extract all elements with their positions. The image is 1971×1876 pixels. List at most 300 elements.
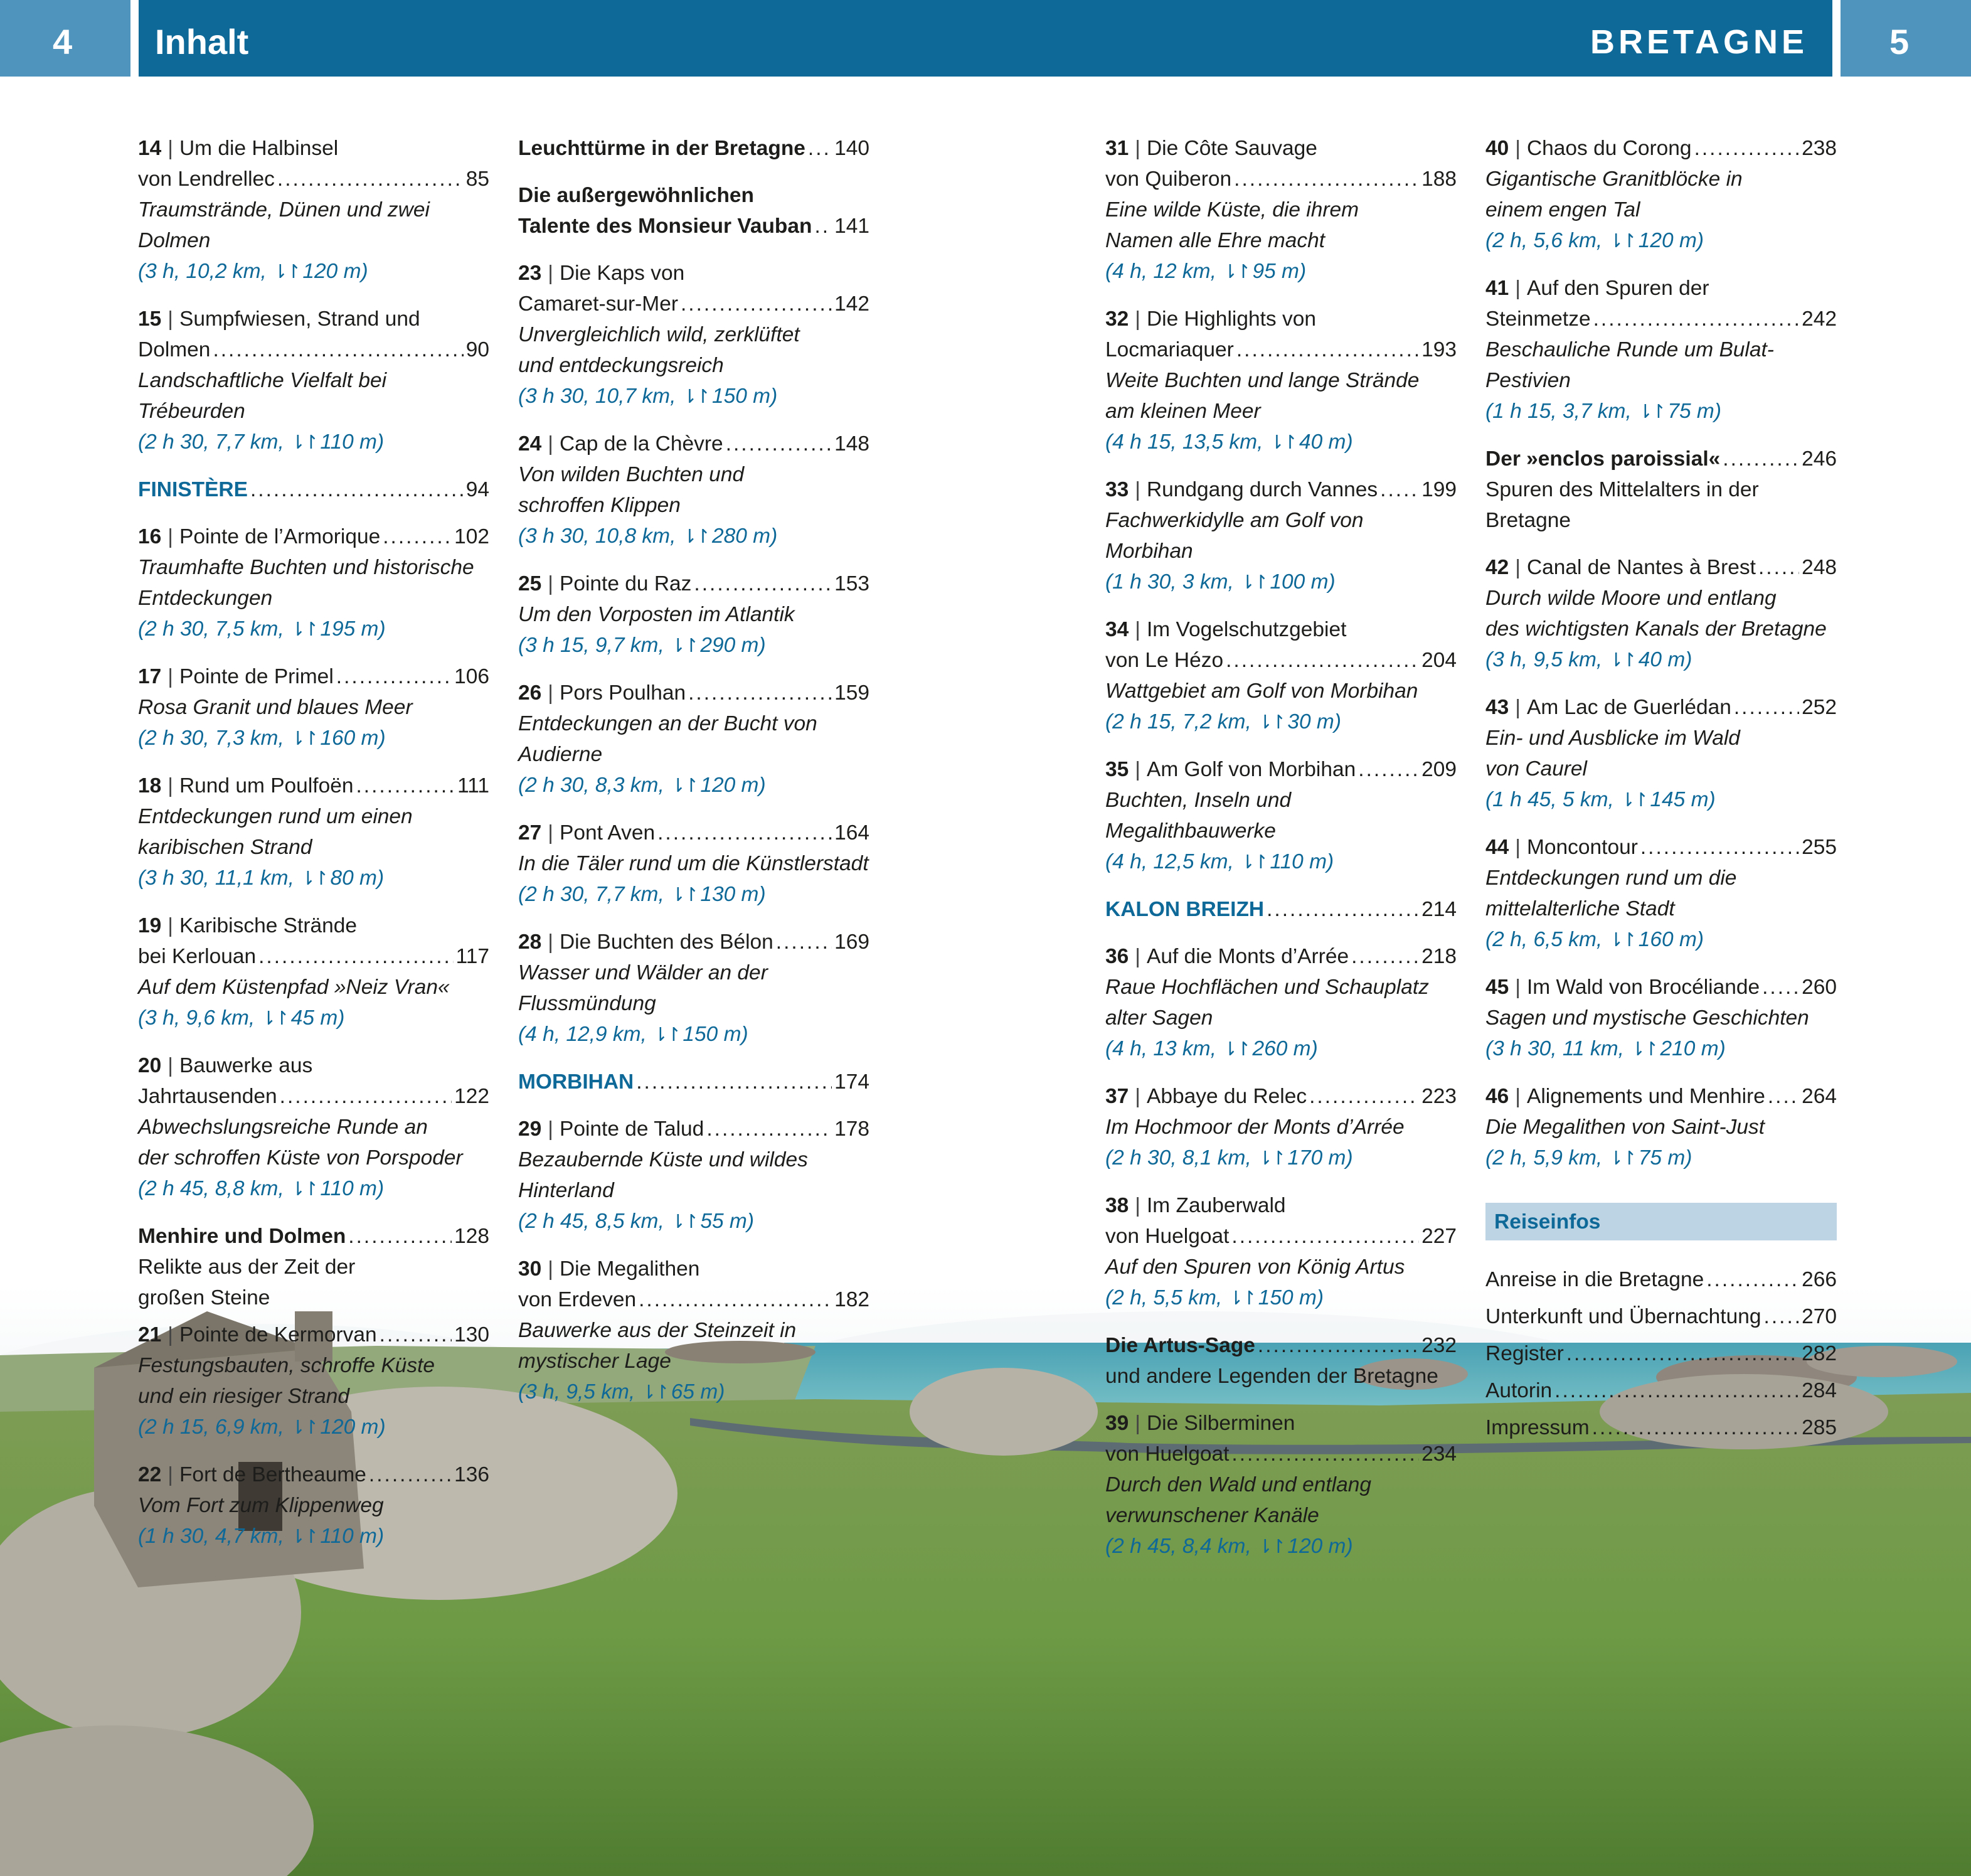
tour-number: 37 [1105,1085,1129,1108]
entry-title-continued: von Huelgoat [1105,1225,1230,1248]
leader-dots [815,211,832,242]
leader-dots [1640,832,1799,863]
toc-entry-33[interactable] [1105,474,1457,598]
page-number: 227 [1421,1225,1457,1248]
toc-entry-20[interactable] [138,1050,489,1205]
entry-title: Bauwerke aus [179,1054,313,1077]
entry-description: Fachwerkidylle am Golf von Morbihan [1105,509,1364,563]
toc-entry-41[interactable] [1485,273,1837,427]
entry-title-line-1 [138,521,489,552]
leader-dots [636,1067,832,1097]
leader-dots [258,941,453,972]
separator: | [1135,618,1140,641]
entry-description: Abwechslungsreiche Runde an [138,1116,428,1139]
tour-number: 40 [1485,137,1509,160]
separator: | [1515,976,1521,999]
separator: | [1135,1194,1140,1217]
stats-text: (1 h 15, 3,7 km, [1485,400,1638,423]
entry-title: Im Vogelschutzgebiet [1146,618,1347,641]
toc-entry-24[interactable] [518,429,869,552]
toc-entry-31[interactable] [1105,133,1457,287]
leader-dots [356,770,455,801]
entry-stats [518,1206,869,1237]
elevation-icon: ⇂↾ [290,1527,317,1547]
entry-description: Beschauliche Runde um Bulat- [1485,338,1774,361]
entry-title-wrap [518,678,686,708]
stats-elevation: 280 m) [711,525,778,548]
entry-description: Entdeckungen rund um einen [138,805,413,828]
leader-dots [1231,1221,1419,1252]
entry-title-wrap [1485,832,1638,863]
entry-stats [518,879,869,910]
entry-title-continued: bei Kerlouan [138,945,257,968]
toc-entry-30[interactable] [518,1254,869,1408]
entry-title: Canal de Nantes à Brest [1526,556,1756,579]
separator: | [548,821,553,845]
entry-description: Eine wilde Küste, die ihrem [1105,198,1359,221]
tour-number: 42 [1485,556,1509,579]
toc-entry-37[interactable] [1105,1081,1457,1174]
toc-column-4 [1485,133,1837,1449]
page-number: 130 [454,1323,489,1346]
entry-title-continued: Talente des Monsieur Vauban [518,215,812,238]
entry-title-line-2 [1485,304,1837,334]
stats-elevation: 120 m) [1287,1535,1353,1558]
stats-text: (3 h 15, 9,7 km, [518,634,671,657]
separator: | [548,930,553,954]
toc-entry-29[interactable] [518,1114,869,1237]
toc-entry-27[interactable] [518,818,869,910]
stats-text: (2 h 45, 8,5 km, [518,1210,671,1233]
page-number: 209 [1421,758,1457,781]
entry-title-wrap [1485,972,1760,1003]
entry-stats [1105,567,1457,598]
leader-dots [1554,1375,1799,1406]
page-number: 136 [454,1463,489,1486]
toc-entry-21[interactable] [138,1319,489,1443]
reiseinfo-item[interactable] [1485,1338,1837,1369]
entry-description: Entdeckungen an der Bucht von [518,712,817,735]
toc-entry-vauban[interactable] [518,180,869,242]
entry-title: Die Kaps von [559,262,685,285]
entry-stats [1105,706,1457,738]
page-number: 140 [834,137,869,160]
entry-title-line-1 [1485,444,1837,474]
elevation-icon: ⇂↾ [1228,1288,1255,1309]
stats-text: (3 h, 9,6 km, [138,1006,261,1030]
entry-stats [518,1019,869,1050]
page-number: 214 [1421,898,1457,921]
elevation-icon: ⇂↾ [290,1417,317,1438]
entry-title-line-2 [1105,164,1457,195]
stats-elevation: 40 m) [1638,648,1692,671]
entry-title: Die Highlights von [1146,307,1316,331]
entry-title: Auf die Monts d’Arrée [1146,945,1349,968]
elevation-icon: ⇂↾ [1608,1148,1635,1169]
toc-entry-42[interactable] [1485,552,1837,676]
leader-dots [348,1221,452,1252]
leader-dots [657,818,832,848]
separator: | [548,262,553,285]
separator: | [1135,137,1140,160]
page-number: 153 [834,572,869,595]
separator: | [548,432,553,456]
reiseinfo-title: Anreise in die Bretagne [1485,1268,1704,1291]
tour-number: 28 [518,930,542,954]
entry-description: Entdeckungen rund um die [1485,866,1737,890]
tour-number: 22 [138,1463,162,1486]
entry-stats [1105,1143,1457,1174]
toc-entry-38[interactable] [1105,1190,1457,1314]
entry-stats [1105,427,1457,458]
page-number: 252 [1802,696,1837,719]
entry-title-line-1 [1105,1408,1457,1439]
left-page-number: 4 [53,22,73,61]
entry-title-line-1 [1105,1330,1457,1361]
page-number: 178 [834,1117,869,1141]
reiseinfo-title: Autorin [1485,1379,1553,1402]
entry-title: Chaos du Corong [1526,137,1692,160]
entry-title-wrap [1105,1081,1307,1112]
stats-elevation: 55 m) [700,1210,754,1233]
entry-title: Der »enclos paroissial« [1485,447,1721,471]
toc-entry-36[interactable] [1105,941,1457,1065]
entry-title: Pointe de Talud [559,1117,704,1141]
tour-number: 44 [1485,836,1509,859]
entry-stats [1105,1033,1457,1065]
elevation-icon: ⇂↾ [670,885,697,905]
tour-number: 16 [138,525,162,548]
stats-text: (1 h 30, 3 km, [1105,570,1240,594]
page-number: 159 [834,681,869,705]
entry-title-line-2 [138,1081,489,1112]
entry-title-line-2 [138,941,489,972]
leader-dots [250,474,464,505]
entry-title: Pointe de Kermorvan [179,1323,377,1346]
toc-entry-26[interactable] [518,678,869,801]
stats-elevation: 150 m) [711,385,778,408]
toc-entry-enclos-paroissial[interactable] [1485,444,1837,536]
entry-stats [138,1412,489,1443]
elevation-icon: ⇂↾ [1240,572,1267,593]
reiseinfo-item[interactable] [1485,1264,1837,1295]
elevation-icon: ⇂↾ [272,262,299,282]
leader-dots [639,1284,832,1315]
entry-title-line-1 [138,304,489,334]
entry-description: Bauwerke aus der Steinzeit in [518,1319,797,1342]
entry-description: Rosa Granit und blaues Meer [138,696,413,719]
entry-title-line-1 [518,258,869,289]
entry-title: Sumpfwiesen, Strand und [179,307,420,331]
entry-title-line-1 [518,568,869,599]
entry-title: Leuchttürme in der Bretagne [518,137,805,160]
left-page-title: Inhalt [155,22,249,61]
stats-text: (3 h 30, 10,8 km, [518,525,682,548]
entry-title-line-2 [1105,1221,1457,1252]
entry-description: Wattgebiet am Golf von Morbihan [1105,680,1418,703]
entry-title: Auf den Spuren der [1526,277,1709,300]
leader-dots [1309,1081,1419,1112]
entry-title-wrap [138,521,380,552]
stats-elevation: 110 m) [320,430,385,454]
entry-title-wrap [1485,692,1731,723]
separator: | [548,572,553,595]
section-title: FINISTÈRE [138,478,248,501]
separator: | [1515,1085,1521,1108]
reiseinfo-title: Unterkunft und Übernachtung [1485,1305,1761,1328]
toc-entry-35[interactable] [1105,754,1457,878]
entry-title-wrap [1105,474,1378,505]
entry-description-2: Flussmündung [518,992,656,1015]
entry-title-line-1 [518,1114,869,1144]
elevation-icon: ⇂↾ [640,1382,667,1403]
elevation-icon: ⇂↾ [670,636,697,656]
stats-text: (3 h, 10,2 km, [138,260,273,283]
elevation-icon: ⇂↾ [300,868,327,889]
entry-title-line-1 [1485,133,1837,164]
section-finistere[interactable] [138,474,489,505]
stats-elevation: 100 m) [1270,570,1336,594]
reiseinfo-item[interactable] [1485,1375,1837,1406]
elevation-icon: ⇂↾ [290,728,317,749]
page-number: 117 [455,945,489,968]
entry-description-2: am kleinen Meer [1105,400,1261,423]
entry-title-wrap [518,568,691,599]
leader-dots [808,133,832,164]
separator: | [548,1257,553,1281]
tour-number: 39 [1105,1412,1129,1435]
toc-entry-34[interactable] [1105,614,1457,738]
stats-elevation: 170 m) [1287,1146,1353,1170]
stats-text: (4 h, 13 km, [1105,1037,1223,1060]
leader-dots [1734,692,1799,723]
page-number: 111 [457,774,489,797]
stats-text: (2 h 30, 7,7 km, [518,883,671,906]
entry-title: Pont Aven [559,821,656,845]
toc-entry-18[interactable] [138,770,489,894]
separator: | [167,914,173,937]
entry-description: Wasser und Wälder an der [518,961,768,984]
entry-title-wrap [138,1459,366,1490]
tour-number: 19 [138,914,162,937]
stats-elevation: 150 m) [1258,1286,1324,1309]
entry-title-line-1 [1485,692,1837,723]
entry-description: Ein- und Ausblicke im Wald [1485,727,1740,750]
toc-entry-leuchttuerme[interactable] [518,133,869,164]
toc-entry-43[interactable] [1485,692,1837,816]
entry-stats [138,723,489,754]
page-number: 242 [1802,307,1837,331]
entry-title: Die Artus-Sage [1105,1334,1255,1357]
stats-elevation: 120 m) [302,260,368,283]
page-number: 148 [834,432,869,456]
elevation-icon: ⇂↾ [1630,1039,1657,1060]
entry-title: Fort de Bertheaume [179,1463,366,1486]
tour-number: 26 [518,681,542,705]
entry-stats [1485,1143,1837,1174]
entry-stats [138,256,489,287]
separator: | [548,681,553,705]
entry-title: Abbaye du Relec [1146,1085,1307,1108]
stats-text: (2 h 45, 8,8 km, [138,1177,290,1200]
toc-entry-16[interactable] [138,521,489,645]
stats-text: (3 h 30, 11,1 km, [138,866,300,890]
entry-title-wrap [518,927,773,957]
entry-title-continued: Dolmen [138,338,211,361]
entry-description-2: verwunschener Kanäle [1105,1504,1319,1527]
stats-elevation: 110 m) [320,1177,385,1200]
entry-title-line-1 [1105,754,1457,785]
toc-entry-46[interactable] [1485,1081,1837,1174]
tour-number: 30 [518,1257,542,1281]
leader-dots [1226,645,1419,676]
stats-elevation: 160 m) [320,727,386,750]
tour-number: 24 [518,432,542,456]
entry-title-wrap [1485,552,1756,583]
reiseinfo-item[interactable] [1485,1301,1837,1332]
entry-description: Von wilden Buchten und [518,463,745,486]
tour-number: 21 [138,1323,162,1346]
entry-title-line-2 [518,1284,869,1315]
toc-entry-39[interactable] [1105,1408,1457,1562]
stats-text: (2 h 30, 7,7 km, [138,430,290,454]
section-kalon-breizh[interactable] [1105,894,1457,925]
toc-entry-17[interactable] [138,661,489,754]
page-number: 246 [1802,447,1837,471]
entry-description: Im Hochmoor der Monts d’Arrée [1105,1116,1405,1139]
entry-description: Bezaubernde Küste und wildes [518,1148,808,1171]
entry-title-line-1 [518,678,869,708]
entry-title-line-2 [138,334,489,365]
toc-column-2 [518,133,869,1424]
entry-subtitle: und andere Legenden der Bretagne [1105,1365,1438,1388]
entry-stats [138,1173,489,1205]
stats-elevation: 80 m) [330,866,385,890]
reiseinfo-title: Register [1485,1342,1564,1365]
entry-title: Am Golf von Morbihan [1146,758,1356,781]
separator: | [167,1054,173,1077]
elevation-icon: ⇂↾ [1257,1148,1284,1169]
separator: | [167,665,173,688]
separator: | [1135,758,1140,781]
entry-description: In die Täler rund um die Künstlerstadt [518,852,869,875]
stats-text: (2 h 15, 6,9 km, [138,1415,290,1439]
entry-description: Landschaftliche Vielfalt bei Trébeurden [138,369,387,423]
leader-dots [1358,754,1419,785]
entry-description: Auf dem Küstenpfad »Neiz Vran« [138,976,450,999]
entry-title: Am Lac de Guerlédan [1526,696,1731,719]
entry-title-line-2 [1105,645,1457,676]
separator: | [1135,945,1140,968]
entry-stats [138,1003,489,1034]
toc-entry-22[interactable] [138,1459,489,1552]
toc-entry-44[interactable] [1485,832,1837,956]
stats-text: (2 h, 6,5 km, [1485,928,1608,951]
entry-title-continued: von Le Hézo [1105,649,1224,672]
toc-entry-40[interactable] [1485,133,1837,257]
entry-description: Festungsbauten, schroffe Küste [138,1354,435,1377]
separator: | [1135,478,1140,501]
elevation-icon: ⇂↾ [1257,1537,1284,1557]
entry-title-line-2 [518,211,869,242]
tour-number: 46 [1485,1085,1509,1108]
elevation-icon: ⇂↾ [290,432,317,453]
entry-stats [138,427,489,458]
leader-dots [706,1114,832,1144]
entry-title-line-1 [1105,474,1457,505]
page-number: 264 [1802,1085,1837,1108]
leader-dots [1231,1439,1419,1469]
header-band [139,0,1832,77]
entry-title: Die Megalithen [559,1257,700,1281]
reiseinfo-item[interactable] [1485,1412,1837,1443]
entry-title-continued: Jahrtausenden [138,1085,277,1108]
toc-entry-artus-sage[interactable] [1105,1330,1457,1392]
entry-description-2: Entdeckungen [138,587,273,610]
reiseinfo-title: Impressum [1485,1416,1590,1439]
toc-entry-45[interactable] [1485,972,1837,1065]
entry-description-2: der schroffen Küste von Porspoder [138,1146,463,1170]
toc-entry-19[interactable] [138,910,489,1034]
toc-entry-32[interactable] [1105,304,1457,458]
toc-entry-14[interactable] [138,133,489,287]
toc-entry-25[interactable] [518,568,869,661]
page-number: 174 [834,1070,869,1094]
toc-entry-23[interactable] [518,258,869,412]
elevation-icon: ⇂↾ [1620,790,1647,811]
page-number: 223 [1421,1085,1457,1108]
leader-dots [1236,334,1419,365]
page-number: 266 [1802,1268,1837,1291]
tour-number: 27 [518,821,542,845]
leader-dots [1764,1301,1800,1332]
leader-dots [1768,1081,1799,1112]
stats-elevation: 195 m) [320,617,386,641]
entry-title-line-1 [138,1459,489,1490]
entry-title-wrap [518,1114,704,1144]
entry-subtitle: Spuren des Mittelalters in der Bretagne [1485,478,1759,532]
stats-text: (3 h, 9,5 km, [518,1380,641,1404]
tour-number: 18 [138,774,162,797]
entry-title-line-1 [138,1050,489,1081]
stats-elevation: 95 m) [1252,260,1307,283]
section-morbihan[interactable] [518,1067,869,1097]
entry-title-continued: von Quiberon [1105,168,1232,191]
elevation-icon: ⇂↾ [1240,852,1267,873]
entry-description: Unvergleichlich wild, zerklüftet [518,323,800,346]
toc-entry-menhire-dolmen[interactable] [138,1221,489,1313]
stats-elevation: 120 m) [700,774,766,797]
entry-description-2: schroffen Klippen [518,494,681,517]
entry-title-line-1 [138,1319,489,1350]
separator: | [1515,836,1521,859]
entry-description: Durch den Wald und entlang [1105,1473,1372,1496]
toc-column-1 [138,133,489,1569]
separator: | [1135,1412,1140,1435]
entry-title-line-1 [1485,273,1837,304]
toc-entry-15[interactable] [138,304,489,458]
tour-number: 25 [518,572,542,595]
stats-text: (4 h 15, 13,5 km, [1105,430,1269,454]
stats-elevation: 75 m) [1638,1146,1692,1170]
entry-stats [518,381,869,412]
leader-dots [681,289,832,319]
toc-entry-28[interactable] [518,927,869,1050]
leader-dots [213,334,463,365]
entry-description-2: des wichtigsten Kanals der Bretagne [1485,617,1827,641]
entry-title-wrap [1485,1081,1765,1112]
entry-title-line-1 [138,910,489,941]
